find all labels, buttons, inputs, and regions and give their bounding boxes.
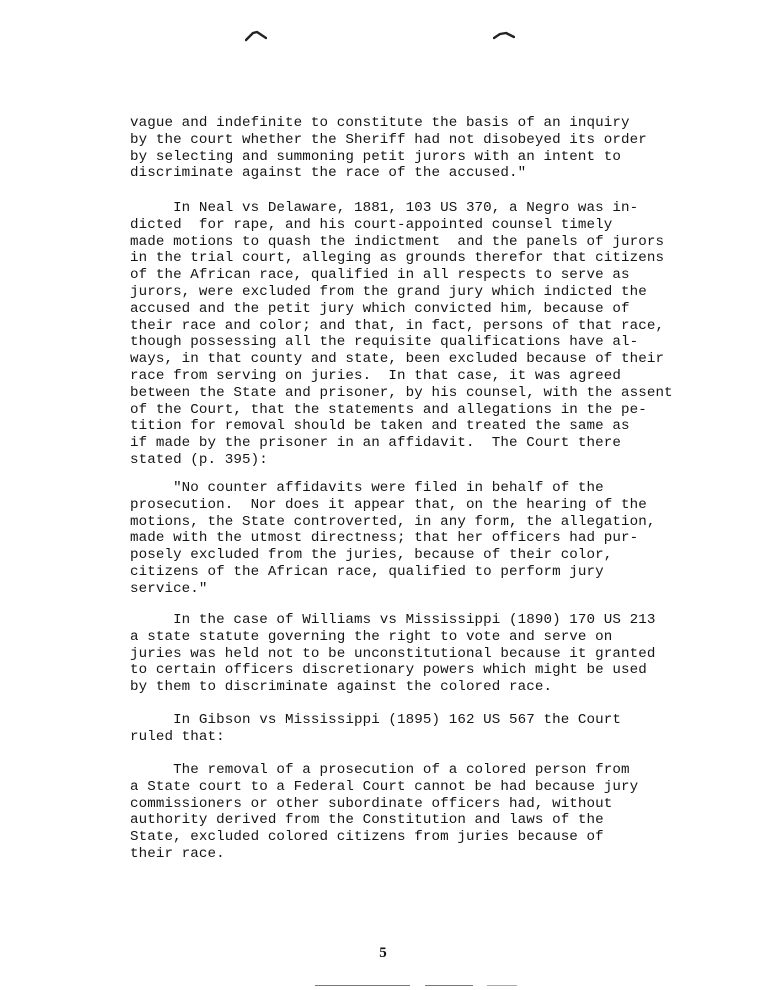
binding-mark-right-icon: [493, 30, 515, 42]
paragraph-quote-continuation: vague and indefinite to constitute the basis of an inquiry by the court whether the Sheriff had not disobeyed its order by selecting and summoning petit jurors with an intent to discriminate against the race of the accused.": [130, 115, 647, 182]
paragraph-williams-vs-mississippi: In the case of Williams vs Mississippi (1890) 170 US 213 a state statute governing the right to vote and serve on juries was held not to be unconstitutional because it granted to certain officers discretionary powers which might be used by them to discriminate against the colored race.: [130, 612, 656, 696]
paragraph-gibson-vs-mississippi: In Gibson vs Mississippi (1895) 162 US 567 the Court ruled that:: [130, 712, 621, 745]
footer-rule: [315, 985, 410, 986]
footer-rule: [487, 985, 517, 986]
footer-rule: [425, 985, 473, 986]
paragraph-gibson-ruling: The removal of a prosecution of a colored person from a State court to a Federal Court cannot be had because jury commissioners or other subordinate officers had, without authority derived from the Constitution and laws of the State, excluded colored citizens from juries because of their race.: [130, 762, 639, 862]
paragraph-court-quote: "No counter affidavits were filed in behalf of the prosecution. Nor does it appear that, on the hearing of the motions, the State controverted, in any form, the allegation, made with the utmost directness; that her officers had pur- posely excluded from the juries, because of their color, citizens of the African race, qualified to perform jury service.": [130, 480, 656, 597]
page-number: 5: [379, 945, 387, 961]
paragraph-neal-vs-delaware: In Neal vs Delaware, 1881, 103 US 370, a Negro was in- dicted for rape, and his court-appointed counsel timely made motions to quash the indictment and the panels of jurors in the trial court, alleging as grounds therefor that citizens of the African race, qualified in all respects to serve as jurors, were excluded from the grand jury which indicted the accused and the petit jury which convicted him, because of their race and color; and that, in fact, persons of that race, though possessing all the requisite qualifications have al- ways, in that county and state, been excluded because of their race from serving on juries. In that case, it was agreed between the State and prisoner, by his counsel, with the assent of the Court, that the statements and allegations in the pe- tition for removal should be taken and treated the same as if made by the prisoner in an affidavit. The Court there stated (p. 395):: [130, 200, 673, 468]
binding-mark-left-icon: [245, 30, 267, 42]
